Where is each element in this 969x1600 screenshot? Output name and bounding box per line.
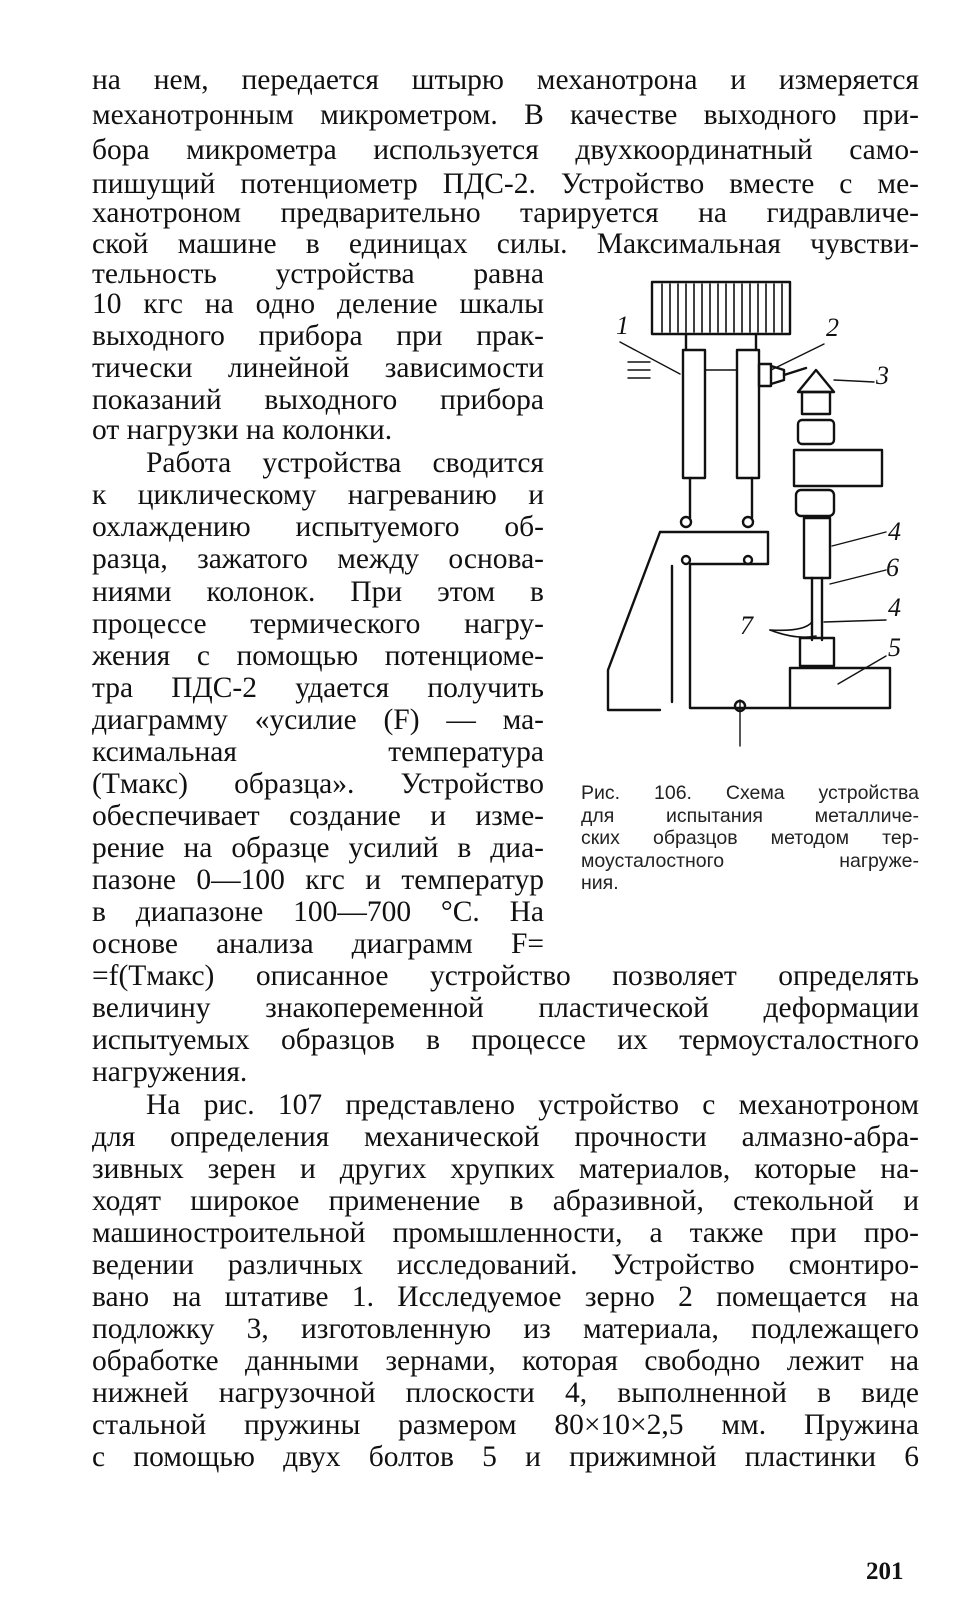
text-line: подложку 3, изготовленную из материала, подлежащего [92, 1313, 919, 1345]
caption-line: Рис. 106. Схема устройства [581, 782, 919, 804]
text-line: в диапазоне 100—700 °С. На [92, 896, 544, 928]
text-line: ходят широкое применение в абразивной, стекольной и [92, 1185, 919, 1217]
text-line: нагружения. [92, 1056, 248, 1088]
text-line: разца, зажатого между основа- [92, 543, 544, 575]
text-line: На рис. 107 представлено устройство с механотроном [146, 1089, 919, 1121]
text-line: пишущий потенциометр ПДС-2. Устройство вместе с ме- [92, 168, 919, 200]
label-3: 3 [876, 361, 889, 390]
text-line: механотронным микрометром. В качестве выходного при- [92, 99, 919, 131]
text-line: обеспечивает создание и изме- [92, 800, 544, 832]
text-line: тра ПДС-2 удается получить [92, 672, 544, 704]
base-plate [790, 668, 890, 708]
text-line: величину знакопеременной пластической деформации [92, 992, 919, 1024]
figure-device-diagram [590, 270, 920, 760]
text-line: с помощью двух болтов 5 и прижимной пластинки 6 [92, 1441, 919, 1473]
text-line: для определения механической прочности алмазно-абра- [92, 1121, 919, 1153]
caption-line: ских образцов методом тер- [581, 827, 919, 849]
text-line: выходного прибора при прак- [92, 320, 544, 352]
specimen [804, 518, 830, 578]
text-line: =f(Tмакс) описанное устройство позволяет определять [92, 960, 919, 992]
text-line: зивных зерен и других хрупких материалов, которые на- [92, 1153, 919, 1185]
knurl-lines [662, 284, 782, 332]
text-line: охлаждению испытуемого об- [92, 511, 544, 543]
text-line: вано на штативе 1. Исследуемое зерно 2 помещается на [92, 1281, 919, 1313]
text-line: тельность устройства равна [92, 258, 544, 290]
label-6: 6 [886, 553, 899, 582]
text-line: стальной пружины размером 80×10×2,5 мм. Пружина [92, 1409, 919, 1441]
text-line: ксимальная температура [92, 736, 544, 768]
left-column [683, 350, 705, 478]
label-5: 5 [888, 633, 901, 662]
text-line: ской машине в единицах силы. Максимальная чувстви- [92, 228, 919, 260]
text-line: жения с помощью потенциоме- [92, 640, 544, 672]
label-7: 7 [740, 611, 753, 640]
text-line: от нагрузки на колонки. [92, 414, 393, 446]
label-4: 4 [888, 517, 901, 546]
text-line: машиностроительной промышленности, а также при про- [92, 1217, 919, 1249]
text-line: (Tмакс) образца». Устройство [92, 768, 544, 800]
text-line: Работа устройства сводится [146, 447, 544, 479]
text-line: к циклическому нагреванию и [92, 479, 544, 511]
text-line: 10 кгс на одно деление шкалы [92, 288, 544, 320]
mechanotron-sensor [759, 364, 771, 386]
caption-line: моусталостного нагруже- [581, 849, 919, 872]
text-line: ханотроном предварительно тарируется на гидравличе- [92, 197, 919, 229]
knurled-head [652, 282, 790, 334]
caption-line: для испытания металличе- [581, 804, 919, 827]
text-line: процессе термического нагру- [92, 608, 544, 640]
text-line: ниями колонок. При этом в [92, 576, 544, 608]
caption-line: ния. [581, 872, 619, 894]
text-line: испытуемых образцов в процессе их термоусталостного [92, 1024, 919, 1056]
bracket [660, 532, 790, 708]
text-line: нижней нагрузочной плоскости 4, выполненной в виде [92, 1377, 919, 1409]
page-number: 201 [866, 1558, 904, 1585]
label-1: 1 [616, 311, 629, 340]
label-4b: 4 [888, 593, 901, 622]
right-column [737, 350, 759, 478]
text-line: показаний выходного прибора [92, 384, 544, 416]
text-line: рение на образце усилий в диа- [92, 832, 544, 864]
text-line: основе анализа диаграмм F= [92, 928, 544, 960]
clamp-bar [794, 450, 882, 486]
label-2: 2 [826, 313, 839, 342]
text-line: на нем, передается штырю механотрона и измеряется [92, 64, 919, 96]
text-line: пазоне 0—100 кгс и температур [92, 864, 544, 896]
figure-caption [581, 782, 919, 895]
probe-tip [798, 370, 834, 392]
text-line: диаграмму «усилие (F) — ма- [92, 704, 544, 736]
text-line: бора микрометра используется двухкоординатный само- [92, 134, 919, 166]
text-line: обработке данными зернами, которая свободно лежит на [92, 1345, 919, 1377]
text-line: ведении различных исследований. Устройство смонтиро- [92, 1249, 919, 1281]
text-line: тически линейной зависимости [92, 352, 544, 384]
